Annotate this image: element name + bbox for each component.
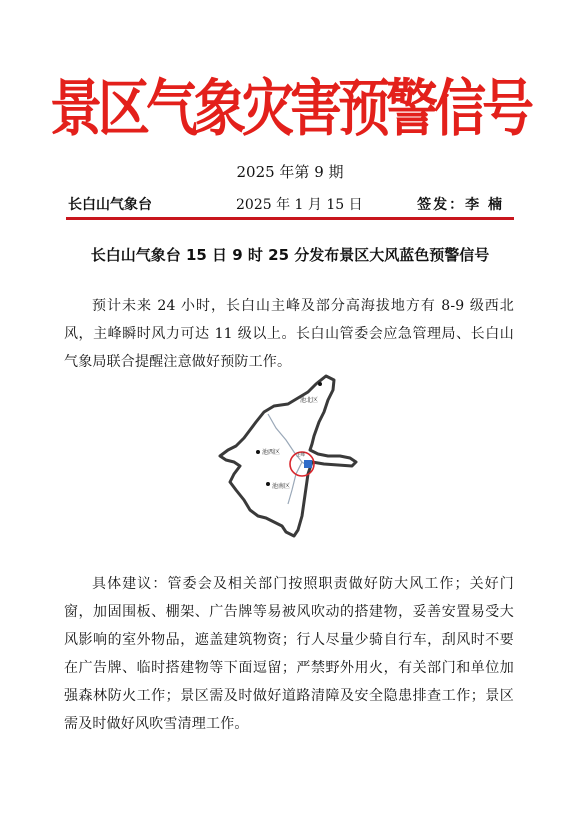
scenic-area-map xyxy=(216,370,366,542)
recommendations-paragraph: 具体建议：管委会及相关部门按照职责做好防大风工作；关好门窗，加固围板、棚架、广告牌等易被风吹动的搭建物，妥善安置易受大风影响的室外物品，遮盖建筑物资；行人尽量少骑自行车，刮风时不要在广告牌、临时搭建物等下面逗留；严禁野外用火，有关部门和单位加强森林防火工作；景区需及时做好道路清障及安全隐患排查工作；景区需及时做好风吹雪清理工作。 xyxy=(64,576,514,732)
north-district-label: 池北区 xyxy=(300,397,319,404)
summit-label: 主峰 xyxy=(296,453,305,458)
west-district-dot xyxy=(256,450,260,454)
south-district-dot xyxy=(266,482,270,486)
warning-headline: 长白山气象台 15 日 9 时 25 分发布景区大风蓝色预警信号 xyxy=(90,246,490,264)
forecast-paragraph: 预计未来 24 小时，长白山主峰及部分高海拔地方有 8-9 级西北风，主峰瞬时风力可达 11 级以上。长白山管委会应急管理局、长白山气象局联合提醒注意做好预防工作。 xyxy=(64,298,514,370)
issue-number: 2025 年第 9 期 xyxy=(236,163,344,181)
meta-row xyxy=(68,195,512,215)
south-district-label: 池南区 xyxy=(272,483,291,490)
north-district-dot xyxy=(318,382,322,386)
issuing-organization: 长白山气象台 xyxy=(68,197,152,213)
summit-badge-icon xyxy=(304,460,312,468)
warning-title: 景区气象灾害预警信号 xyxy=(49,72,530,145)
map-outline xyxy=(220,376,356,536)
issue-date: 2025 年 1 月 15 日 xyxy=(236,197,363,213)
west-district-label: 池西区 xyxy=(262,449,281,456)
red-divider xyxy=(66,217,514,220)
signer: 签发：李 楠 xyxy=(417,197,504,213)
